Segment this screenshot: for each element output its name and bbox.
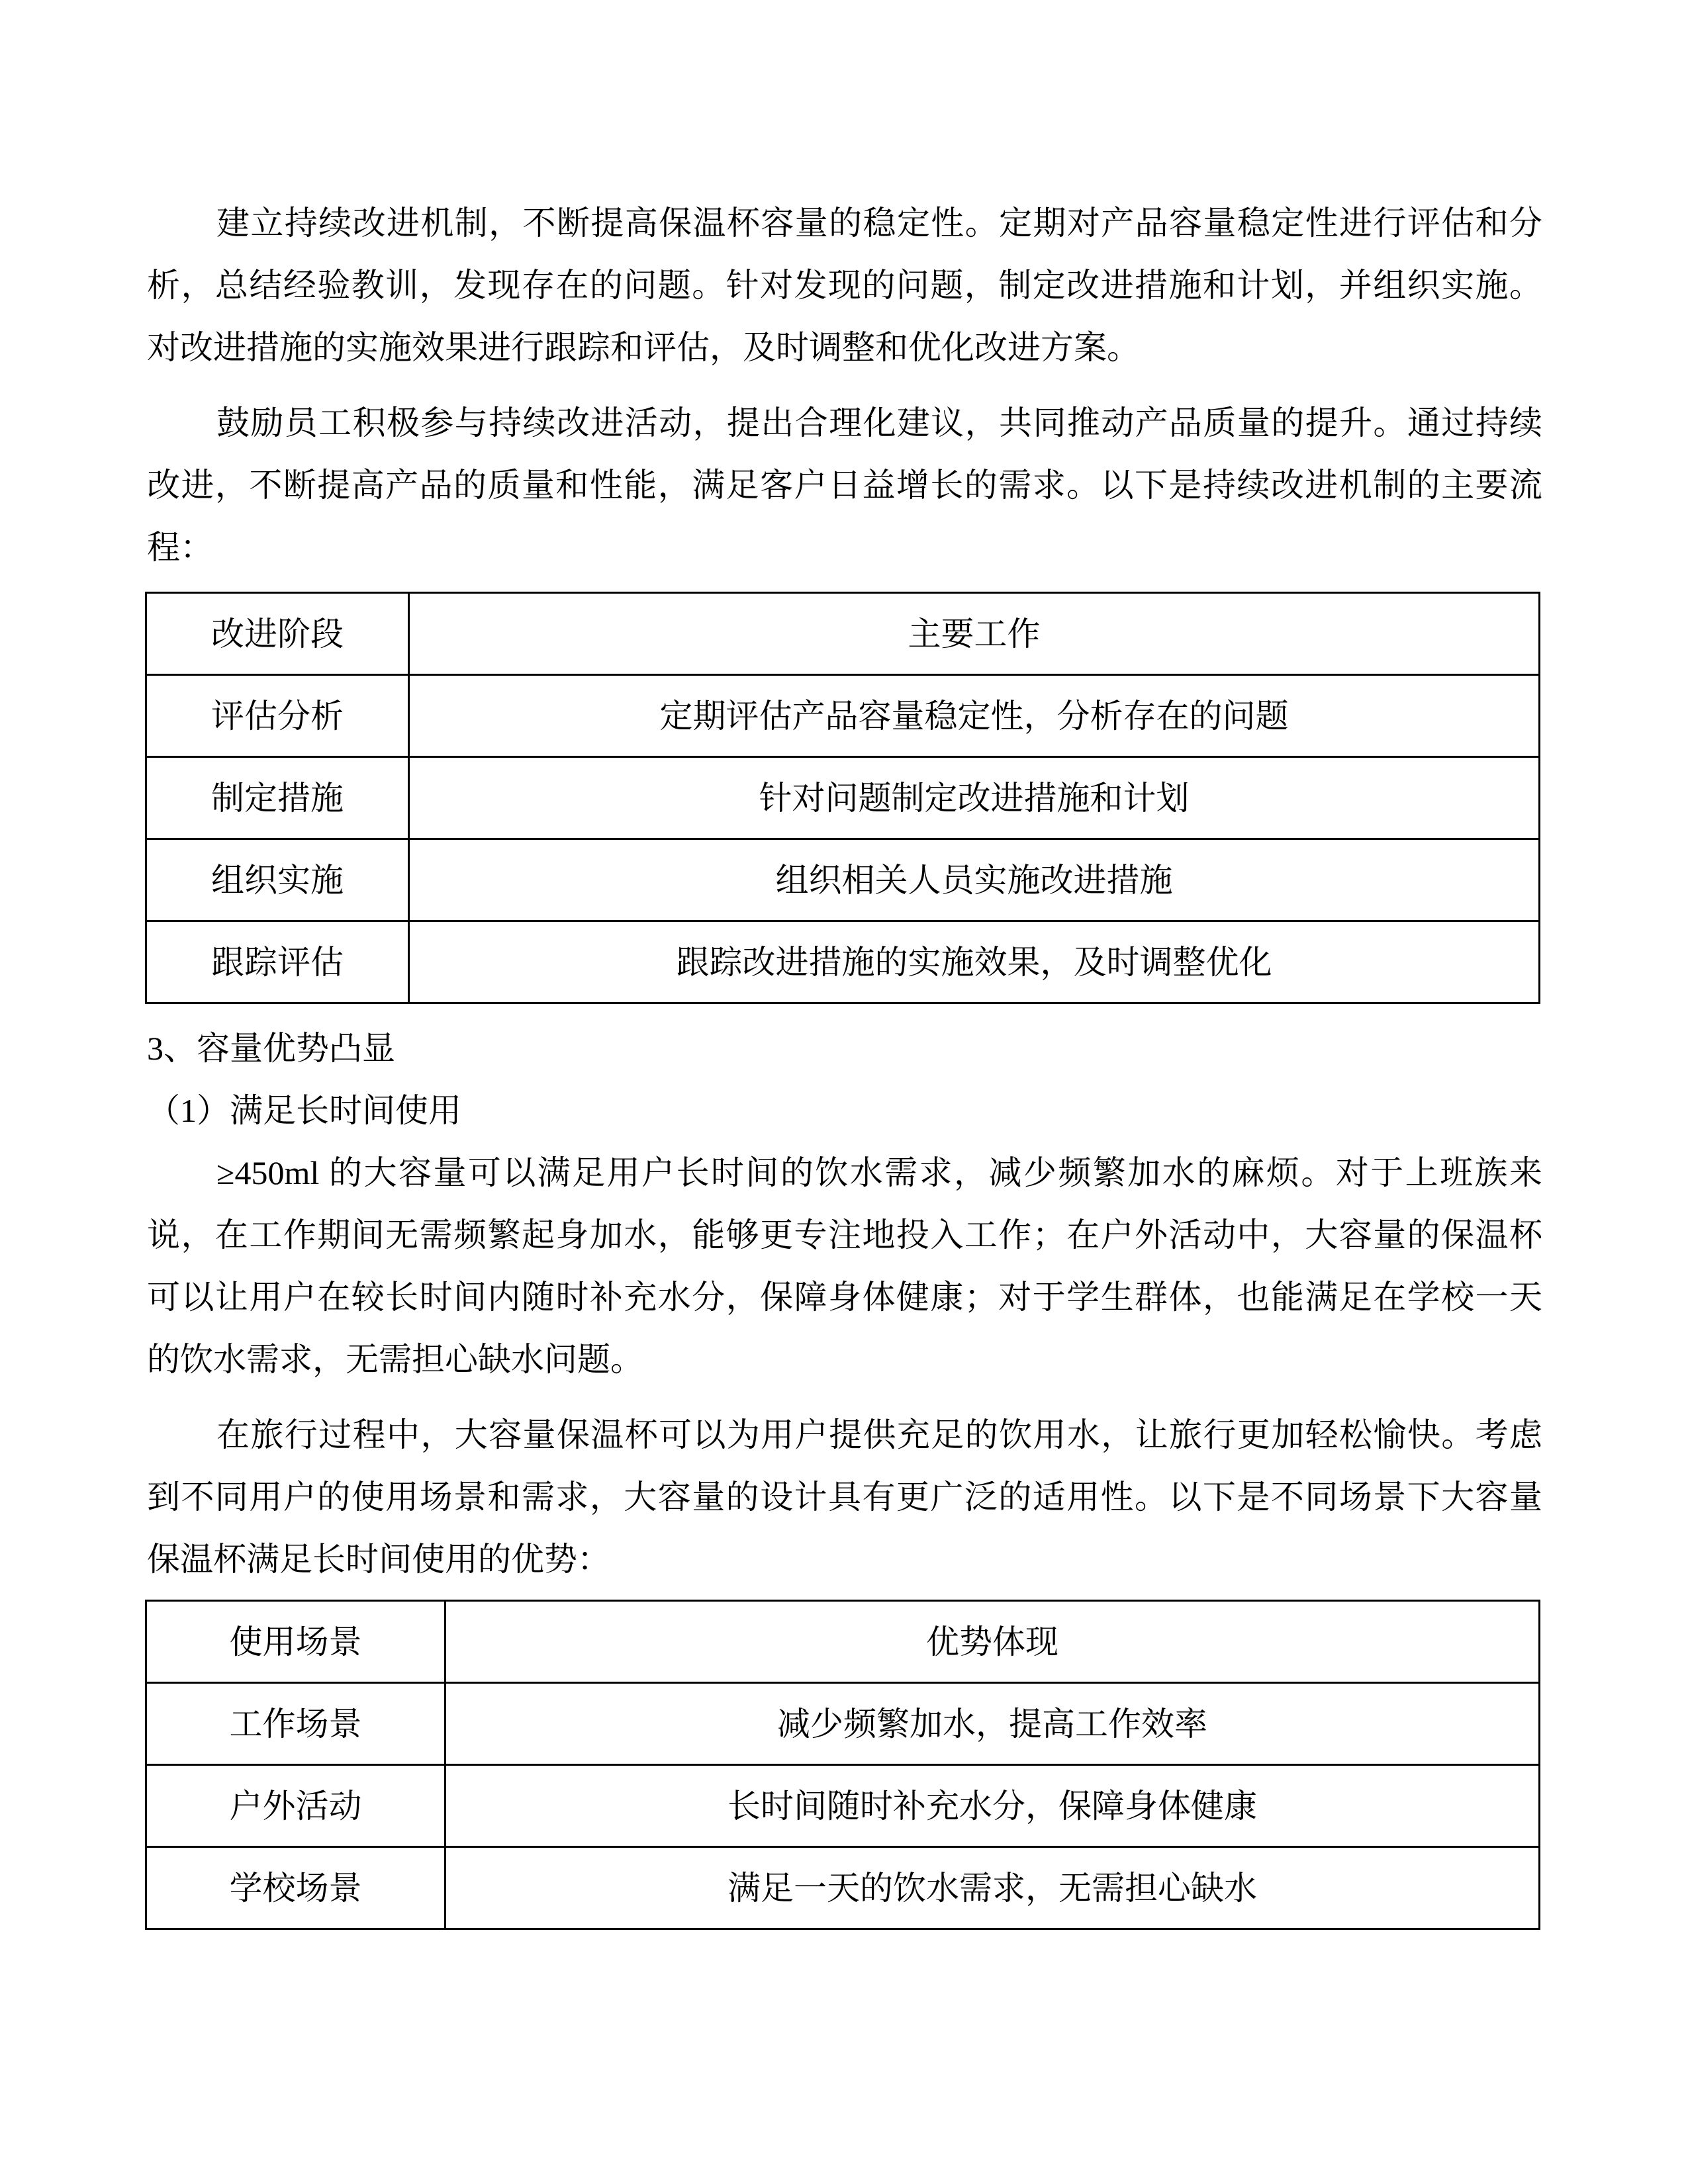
paragraph-line: 到不同用户的使用场景和需求，大容量的设计具有更广泛的适用性。以下是不同场景下大容量 xyxy=(147,1479,1542,1516)
paragraph-line: ≥450ml 的大容量可以满足用户长时间的饮水需求，减少频繁加水的麻烦。对于上班族来 xyxy=(216,1154,1542,1191)
subsection-heading-text: （1）满足长时间使用 xyxy=(147,1092,461,1129)
paragraph-line: 的饮水需求，无需担心缺水问题。 xyxy=(147,1341,643,1378)
table-cell: 组织实施 xyxy=(146,839,409,921)
table-row xyxy=(146,1847,1540,1929)
table-cell: 户外活动 xyxy=(146,1765,445,1847)
improvement-stages-table xyxy=(145,592,1540,1004)
table-cell: 满足一天的饮水需求，无需担心缺水 xyxy=(445,1847,1540,1929)
table-row xyxy=(146,757,1540,839)
table-cell: 学校场景 xyxy=(146,1847,445,1929)
section-heading-text: 3、容量优势凸显 xyxy=(147,1030,395,1067)
table-cell: 减少频繁加水，提高工作效率 xyxy=(445,1683,1540,1765)
table-row xyxy=(146,675,1540,757)
paragraph-employee-participation xyxy=(147,392,1542,578)
table-header-cell: 优势体现 xyxy=(445,1601,1540,1683)
table-cell: 针对问题制定改进措施和计划 xyxy=(409,757,1540,839)
section-heading xyxy=(147,1017,1542,1079)
paragraph-line: 析，总结经验教训，发现存在的问题。针对发现的问题，制定改进措施和计划，并组织实施。 xyxy=(147,267,1542,304)
table-cell: 制定措施 xyxy=(146,757,409,839)
paragraph-line: 程： xyxy=(147,529,213,566)
table-row xyxy=(146,921,1540,1003)
table-cell: 跟踪改进措施的实施效果，及时调整优化 xyxy=(409,921,1540,1003)
paragraph-line: 建立持续改进机制，不断提高保温杯容量的稳定性。定期对产品容量稳定性进行评估和分 xyxy=(216,205,1542,242)
table-header-row xyxy=(146,1601,1540,1683)
paragraph-travel-use xyxy=(147,1404,1542,1590)
table-cell: 长时间随时补充水分，保障身体健康 xyxy=(445,1765,1540,1847)
paragraph-line: 鼓励员工积极参与持续改进活动，提出合理化建议，共同推动产品质量的提升。通过持续 xyxy=(216,404,1542,441)
paragraph-line: 改进，不断提高产品的质量和性能，满足客户日益增长的需求。以下是持续改进机制的主要流 xyxy=(147,467,1542,504)
table-cell: 跟踪评估 xyxy=(146,921,409,1003)
table-cell: 评估分析 xyxy=(146,675,409,757)
paragraph-line: 可以让用户在较长时间内随时补充水分，保障身体健康；对于学生群体，也能满足在学校一天 xyxy=(147,1279,1542,1316)
table-header-cell: 改进阶段 xyxy=(146,593,409,675)
table-cell: 工作场景 xyxy=(146,1683,445,1765)
table-row xyxy=(146,839,1540,921)
table-header-row xyxy=(146,593,1540,675)
paragraph-long-time-use xyxy=(147,1142,1542,1390)
usage-scenarios-table xyxy=(145,1600,1540,1930)
paragraph-line: 说，在工作期间无需频繁起身加水，能够更专注地投入工作；在户外活动中，大容量的保温杯 xyxy=(147,1216,1542,1253)
paragraph-continuous-improvement xyxy=(147,192,1542,379)
table-row xyxy=(146,1683,1540,1765)
table-header-cell: 主要工作 xyxy=(409,593,1540,675)
table-header-cell: 使用场景 xyxy=(146,1601,445,1683)
paragraph-line: 保温杯满足长时间使用的优势： xyxy=(147,1541,610,1578)
table-row xyxy=(146,1765,1540,1847)
table-cell: 定期评估产品容量稳定性，分析存在的问题 xyxy=(409,675,1540,757)
paragraph-line: 对改进措施的实施效果进行跟踪和评估，及时调整和优化改进方案。 xyxy=(147,329,1140,366)
subsection-heading xyxy=(147,1079,1542,1142)
table-cell: 组织相关人员实施改进措施 xyxy=(409,839,1540,921)
paragraph-line: 在旅行过程中，大容量保温杯可以为用户提供充足的饮用水，让旅行更加轻松愉快。考虑 xyxy=(216,1416,1542,1453)
